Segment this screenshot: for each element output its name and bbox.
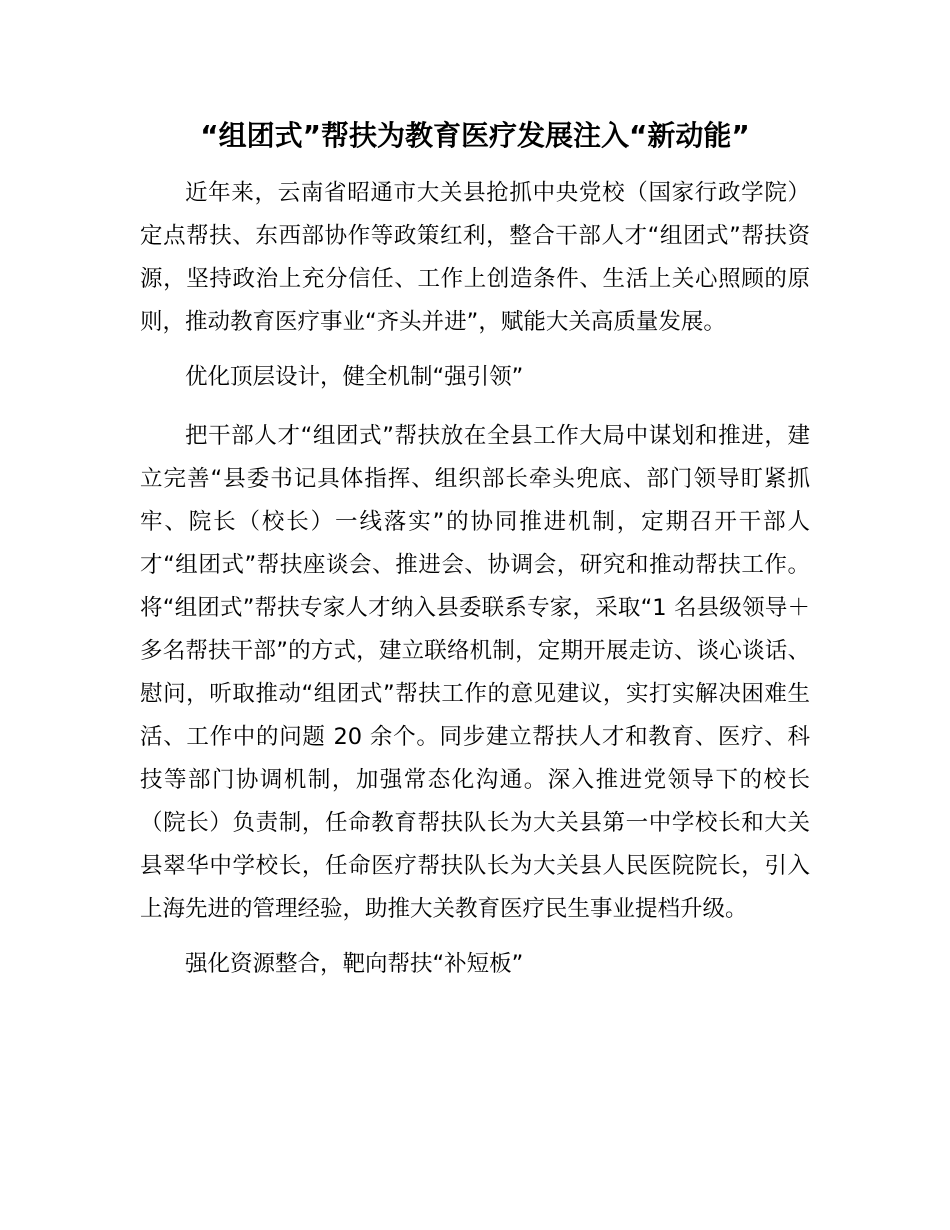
section-heading-2: 强化资源整合，靶向帮扶“补短板” (185, 951, 524, 977)
section-heading-1: 优化顶层设计，健全机制“强引领” (185, 364, 524, 390)
intro-paragraph: 近年来，云南省昭通市大关县抢抓中央党校（国家行政学院）定点帮扶、东西部协作等政策红利，整合干部人才“组团式”帮扶资源，坚持政治上充分信任、工作上创造条件、生活上关心照顾的原则，推动教育医疗事业“齐头并进”，赋能大关高质量发展。 (140, 180, 810, 335)
article-title: “组团式”帮扶为教育医疗发展注入“新动能” (200, 119, 750, 152)
body-paragraph-1: 把干部人才“组团式”帮扶放在全县工作大局中谋划和推进，建立完善“县委书记具体指挥、组织部长牵头兜底、部门领导盯紧抓牢、院长（校长）一线落实”的协同推进机制，定期召开干部人才“组团式”帮扶座谈会、推进会、协调会，研究和推动帮扶工作。将“组团式”帮扶专家人才纳入县委联系专家，采取“1 名县级领导＋多名帮扶干部”的方式，建立联络机制，定期开展走访、谈心谈话、慰问，听取推动“组团式”帮扶工作的意见建议，实打实解决困难生活、工作中的问题 20 余个。同步建立帮扶人才和教育、医疗、科技等部门协调机制，加强常态化沟通。深入推进党领导下的校长（院长）负责制，任命教育帮扶队长为大关县第一中学校长和大关县翠华中学校长，任命医疗帮扶队长为大关县人民医院院长，引入上海先进的管理经验，助推大关教育医疗民生事业提档升级。 (140, 423, 810, 922)
article-body (140, 172, 810, 1002)
